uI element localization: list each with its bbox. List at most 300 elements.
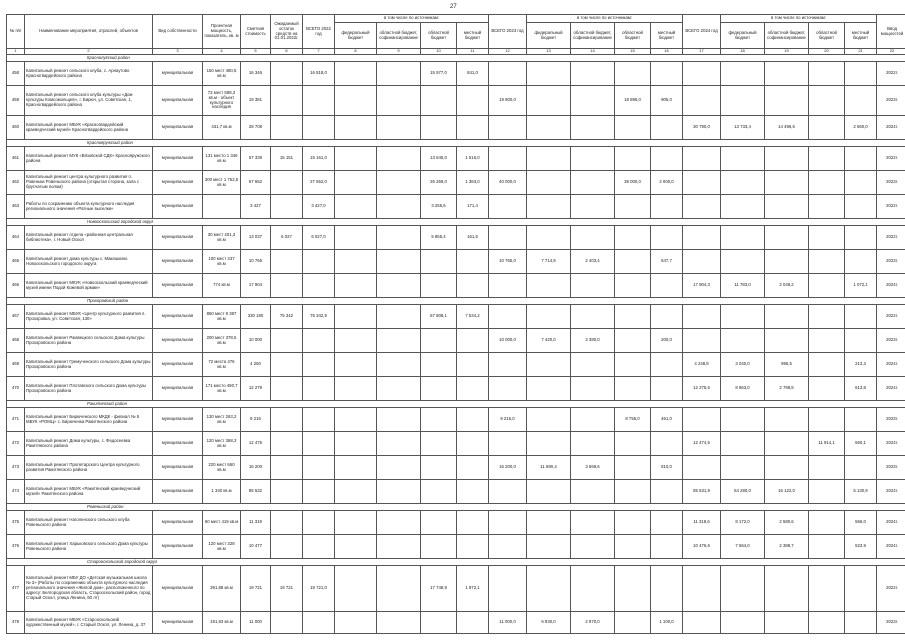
cell-f24 [721,226,765,250]
table-row [7,171,905,195]
cell-r23 [615,62,651,86]
cell-t22: 75 342,9 [303,305,335,329]
cell-f23 [527,116,571,140]
cell-t22 [303,116,335,140]
cell-n: 469 [7,353,25,377]
cell-r22: 17 748,9 [421,566,457,612]
cell-yr: 2023г. [877,456,905,480]
cell-l22 [457,250,489,274]
cell-name: Капитальный ремонт МБУК «Центр культурного развития п. Прохоровка, ул. Советская, 130» [25,305,153,329]
cell-t23: 10 765,0 [489,250,527,274]
cell-yr: 2023г. [877,329,905,353]
cell-r23 [615,116,651,140]
cell-rem [271,116,303,140]
cell-f22 [335,171,377,195]
cell-l23: 1 100,0 [651,612,683,634]
cell-est: 13 037 [241,226,271,250]
cell-own: муниципальная [153,511,203,535]
cell-c22 [377,116,421,140]
cell-f23 [527,226,571,250]
cell-f23 [527,408,571,432]
cell-own: муниципальная [153,456,203,480]
header-estimate: Сметная стоимость [241,15,271,49]
section-row [7,401,905,408]
table-row [7,195,905,219]
cell-c23 [571,226,615,250]
cell-c24: 2 049,2 [765,274,809,298]
cell-r22 [421,408,457,432]
column-number: 17 [683,49,721,55]
cell-t24: 4 248,8 [683,353,721,377]
cell-rem [271,432,303,456]
cell-l23 [651,432,683,456]
column-number: 8 [335,49,377,55]
cell-n: 467 [7,305,25,329]
cell-l22 [457,432,489,456]
cell-r24 [809,86,845,116]
cell-f24 [721,171,765,195]
header-regional-2024: областной бюджет [809,23,845,49]
cell-l22 [457,480,489,504]
cell-t22 [303,329,335,353]
cell-r24 [809,147,845,171]
cell-rem [271,171,303,195]
cell-n: 461 [7,147,25,171]
cell-r24 [809,274,845,298]
cell-name: Капитальный ремонт МБУ ДО «Детская музыкальная школа № 3» (Работы по сохранению объекта культурного наследия регионального значения «Жилой дом», расположенного по адресу: Белгородская область, Старооскольский район, город Старый Оскол, улица Ленина, 60 лт) [25,566,153,612]
cell-t24 [683,612,721,634]
table-row [7,612,905,634]
cell-est: 330 180 [241,305,271,329]
cell-f23 [527,171,571,195]
table-row [7,305,905,329]
cell-r22: 26 269,0 [421,171,457,195]
cell-f23 [527,511,571,535]
cell-cap: 850 мест 9 387 кв.м [203,305,241,329]
cell-cap: 72 места 476 кв.м [203,353,241,377]
cell-t23: 9 216,0 [489,408,527,432]
cell-t24 [683,62,721,86]
cell-n: 478 [7,612,25,634]
cell-t22 [303,377,335,401]
cell-t23: 11 000,0 [489,612,527,634]
cell-t22 [303,274,335,298]
cell-rem [271,250,303,274]
cell-r24 [809,226,845,250]
cell-r24 [809,305,845,329]
cell-t23 [489,226,527,250]
cell-c23 [571,353,615,377]
header-ownership: Вид собственности [153,15,203,49]
cell-c22 [377,432,421,456]
cell-r23 [615,147,651,171]
cell-f22 [335,147,377,171]
cell-c24 [765,250,809,274]
cell-r24: 11 914,1 [809,432,845,456]
cell-f24: 3 040,0 [721,353,765,377]
header-total-2023: ВСЕГО 2023 год [489,15,527,49]
cell-f24 [721,250,765,274]
cell-name: Капитальный ремонт МБУК «Старооскольский художественный музей», г. Старый Оскол, ул. Ленина, д. 37 [25,612,153,634]
cell-l24: 2 560,0 [845,116,877,140]
cell-t22 [303,432,335,456]
table-row [7,456,905,480]
cell-t22: 15 161,0 [303,147,335,171]
cell-rem [271,195,303,219]
cell-t23 [489,195,527,219]
cell-l22 [457,511,489,535]
cell-r22: 5 865,4 [421,226,457,250]
cell-own: муниципальная [153,171,203,195]
cell-t24 [683,456,721,480]
section-title: Новооскольский городской округ [7,219,905,226]
header-n: № п/п [7,15,25,49]
cell-f22 [335,116,377,140]
cell-r23 [615,456,651,480]
cell-f22 [335,535,377,559]
cell-f22 [335,329,377,353]
header-sources-2023: в том числе по источникам: [527,15,683,23]
cell-name: Капитальный ремонт МБУК «Красногвардейский краеведческий музей» Красногвардейского района [25,116,153,140]
cell-f24 [721,566,765,612]
cell-n: 462 [7,171,25,195]
cell-r22: 13 645,0 [421,147,457,171]
cell-yr: 2024г. [877,274,905,298]
cell-c23 [571,195,615,219]
cell-t23 [489,116,527,140]
header-year: Ввод мощностей [877,15,905,49]
table-row [7,480,905,504]
cell-c23 [571,511,615,535]
cell-f24 [721,329,765,353]
cell-c24 [765,147,809,171]
cell-name: Капитальный ремонт Харьковского сельского Дома культуры Ровеньского района [25,535,153,559]
cell-f22 [335,408,377,432]
header-regional-2022: областной бюджет [421,23,457,49]
cell-est: 12 279 [241,377,271,401]
cell-f23: 11 690,4 [527,456,571,480]
cell-n: 471 [7,408,25,432]
cell-f22 [335,377,377,401]
cell-own: муниципальная [153,408,203,432]
table-body [7,49,905,634]
cell-t24 [683,195,721,219]
cell-rem [271,511,303,535]
cell-l23 [651,535,683,559]
column-number: 7 [303,49,335,55]
cell-l22: 161,6 [457,226,489,250]
cell-f23: 6 930,0 [527,612,571,634]
cell-t23 [489,432,527,456]
cell-l23 [651,226,683,250]
column-number: 19 [765,49,809,55]
cell-r23: 38 000,0 [615,171,651,195]
cell-t24 [683,171,721,195]
cell-r23 [615,432,651,456]
cell-cap: 431,7 кв.м [203,116,241,140]
column-number: 20 [809,49,845,55]
cell-l22 [457,612,489,634]
cell-c24 [765,408,809,432]
cell-n: 464 [7,226,25,250]
cell-name: Капитальный ремонт сельского клуба, с. Арнаутово Красногвардейского района [25,62,153,86]
cell-own: муниципальная [153,147,203,171]
cell-l22 [457,274,489,298]
section-title: Старооскольский городской округ [7,559,905,566]
cell-l23 [651,511,683,535]
cell-name: Капитальный ремонт отдела «районная центральная библиотека», г. Новый Оскол [25,226,153,250]
cell-f23 [527,147,571,171]
header-local-2023: местный бюджет [651,23,683,49]
cell-c22 [377,480,421,504]
cell-t24: 12 474,5 [683,432,721,456]
cell-r22 [421,250,457,274]
cell-own: муниципальная [153,195,203,219]
cell-l23: 647,7 [651,250,683,274]
cell-l23: 2 000,0 [651,171,683,195]
cell-c24: 14 496,6 [765,116,809,140]
column-number: 14 [571,49,615,55]
cell-t23 [489,511,527,535]
cell-f22 [335,250,377,274]
cell-f24 [721,62,765,86]
cell-r22 [421,86,457,116]
cell-c23 [571,62,615,86]
cell-f22 [335,226,377,250]
cell-l24 [845,171,877,195]
cell-t22 [303,250,335,274]
table-row [7,377,905,401]
cell-name: Капитальный ремонт дома культуры с. Макешкино Новооскольского городского округа [25,250,153,274]
cell-l23: 810,0 [651,456,683,480]
cell-r23 [615,511,651,535]
cell-c23: 2 970,0 [571,612,615,634]
cell-rem: 75 342 [271,305,303,329]
cell-c22 [377,535,421,559]
cell-f22 [335,353,377,377]
cell-l24 [845,86,877,116]
cell-l23 [651,377,683,401]
cell-c24 [765,226,809,250]
column-number: 10 [421,49,457,55]
cell-c24 [765,62,809,86]
cell-l23: 905,0 [651,86,683,116]
cell-l23 [651,116,683,140]
cell-f24: 64 280,0 [721,480,765,504]
cell-name: Капитальный ремонт Дома культуры, с. Федосеевка Ракитянского района [25,432,153,456]
cell-t23 [489,535,527,559]
table-row [7,62,905,86]
cell-c24: 2 580,6 [765,511,809,535]
cell-c22 [377,511,421,535]
cell-l24 [845,612,877,634]
cell-yr: 2023г. [877,250,905,274]
cell-f23 [527,62,571,86]
header-name: Наименование мероприятия, отраслей, объектов [25,15,153,49]
cell-est: 17 904 [241,274,271,298]
cell-r24 [809,377,845,401]
cell-rem: 19 721 [271,566,303,612]
cell-f23 [527,535,571,559]
header-local-2024: местный бюджет [845,23,877,49]
cell-c24 [765,456,809,480]
table-row [7,566,905,612]
cell-l24 [845,62,877,86]
cell-t22: 3 427,0 [303,195,335,219]
cell-cap: 120 мест 368,3 кв.м [203,432,241,456]
cell-cap: 131 место 1 346 кв.м [203,147,241,171]
cell-r22 [421,329,457,353]
cell-own: муниципальная [153,226,203,250]
cell-n: 470 [7,377,25,401]
cell-c24 [765,612,809,634]
cell-l22: 841,0 [457,62,489,86]
cell-f24 [721,456,765,480]
cell-t22 [303,353,335,377]
cell-c22 [377,250,421,274]
cell-t23 [489,480,527,504]
cell-cap: 30 мест 401,3 кв.м [203,226,241,250]
cell-r23 [615,195,651,219]
column-number: 15 [615,49,651,55]
cell-yr: 2024г. [877,353,905,377]
cell-t24: 30 790,0 [683,116,721,140]
cell-t24: 10 476,6 [683,535,721,559]
cell-c22 [377,329,421,353]
section-title: Прохоровский район [7,298,905,305]
cell-r23 [615,274,651,298]
cell-f24 [721,305,765,329]
cell-f23 [527,195,571,219]
cell-c22 [377,377,421,401]
cell-f22 [335,566,377,612]
cell-cap: 150 мест 480,5 кв.м [203,62,241,86]
cell-t23 [489,305,527,329]
cell-t22 [303,408,335,432]
cell-r22 [421,116,457,140]
cell-t22: 6 027,0 [303,226,335,250]
cell-t22 [303,535,335,559]
cell-est: 57 339 [241,147,271,171]
cell-name: Капитальный ремонт Гремученского сельского Дома культуры Прохоровского района [25,353,153,377]
cell-f24 [721,195,765,219]
header-cofin-2023: областной бюджет, софинансирование [571,23,615,49]
cell-t22 [303,511,335,535]
cell-l23 [651,305,683,329]
cell-f24: 13 733,4 [721,116,765,140]
cell-f22 [335,480,377,504]
cell-f24 [721,86,765,116]
section-title: Ракитянский район [7,401,905,408]
cell-l22 [457,86,489,116]
column-number: 6 [271,49,303,55]
table-row [7,250,905,274]
cell-l22: 7 534,2 [457,305,489,329]
cell-own: муниципальная [153,432,203,456]
cell-yr: 2023г. [877,612,905,634]
cell-l22: 1 516,0 [457,147,489,171]
cell-r23 [615,377,651,401]
column-number: 11 [457,49,489,55]
header-local-2022: местный бюджет [457,23,489,49]
cell-cap: 191,93 кв.м [203,612,241,634]
cell-f23: 7 420,0 [527,329,571,353]
cell-r23 [615,535,651,559]
cell-t24 [683,147,721,171]
cell-l23 [651,353,683,377]
cell-r23 [615,305,651,329]
cell-t24 [683,329,721,353]
cell-yr: 2024г. [877,377,905,401]
cell-l23 [651,566,683,612]
cell-rem [271,535,303,559]
cell-r24 [809,250,845,274]
cell-c24: 2 798,8 [765,377,809,401]
cell-own: муниципальная [153,480,203,504]
cell-n: 474 [7,480,25,504]
cell-r24 [809,408,845,432]
header-federal-2022: федеральный бюджет [335,23,377,49]
cell-f22 [335,305,377,329]
cell-n: 463 [7,195,25,219]
cell-rem [271,408,303,432]
cell-l23 [651,62,683,86]
cell-r23: 8 755,0 [615,408,651,432]
cell-c24 [765,86,809,116]
cell-c23 [571,274,615,298]
cell-c24 [765,566,809,612]
column-number: 9 [377,49,421,55]
cell-yr: 2023г. [877,171,905,195]
cell-l22: 171,4 [457,195,489,219]
cell-yr: 2022г. [877,147,905,171]
cell-f24: 7 564,0 [721,535,765,559]
cell-name: Капитальный ремонт МУК «Вязовской СДК» Краснояружского района [25,147,153,171]
cell-cap: 171 место 490,7 кв.м [203,377,241,401]
cell-rem: 15 151 [271,147,303,171]
cell-est: 4 250 [241,353,271,377]
cell-c23 [571,305,615,329]
cell-rem [271,456,303,480]
table-row [7,408,905,432]
table-row [7,226,905,250]
cell-t22 [303,480,335,504]
cell-f23 [527,377,571,401]
cell-n: 472 [7,432,25,456]
cell-t23: 10 000,0 [489,329,527,353]
cell-l24 [845,226,877,250]
cell-own: муниципальная [153,353,203,377]
cell-yr: 2022г. [877,305,905,329]
cell-est: 16 346 [241,62,271,86]
cell-f23: 7 714,9 [527,250,571,274]
cell-est: 28 708 [241,116,271,140]
cell-cap [203,195,241,219]
cell-t22: 19 721,0 [303,566,335,612]
cell-t23 [489,274,527,298]
cell-r22 [421,274,457,298]
cell-f22 [335,195,377,219]
cell-c23 [571,86,615,116]
cell-r24 [809,171,845,195]
cell-c23 [571,535,615,559]
column-number: 16 [651,49,683,55]
cell-c24 [765,305,809,329]
cell-cap: 100 мест 437 кв.м [203,250,241,274]
cell-c23 [571,566,615,612]
cell-r24 [809,195,845,219]
cell-own: муниципальная [153,86,203,116]
